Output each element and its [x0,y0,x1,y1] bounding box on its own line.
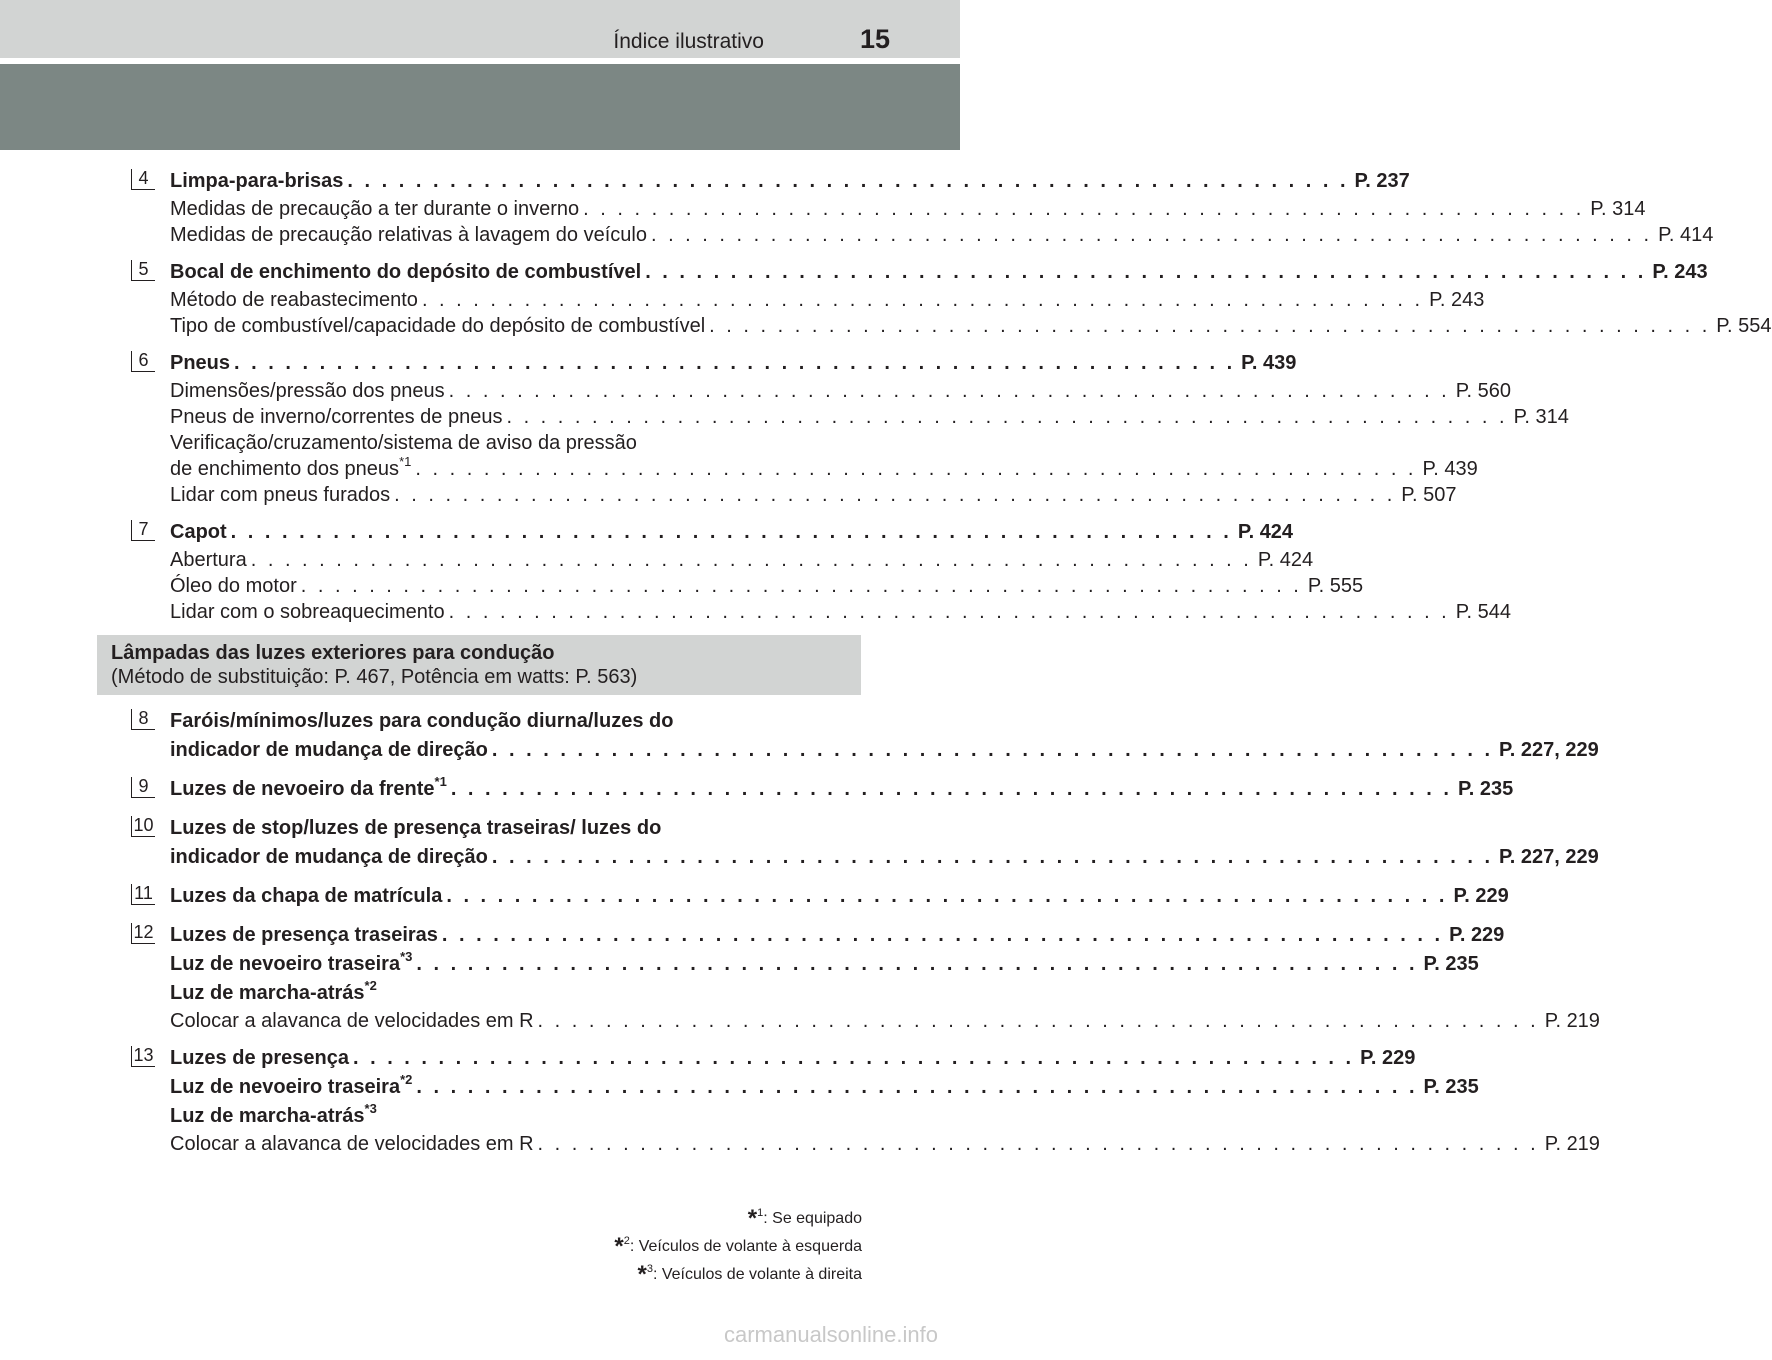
entry-label: indicador de mudança de direção [170,843,492,872]
entry-label: Luz de marcha-atrás$^{*3}$ [170,1102,381,1131]
item-number-badge: 4 [131,169,155,190]
lamps-section-subtitle: (Método de substituição: P. 467, Potência em watts: P. 563) [111,666,638,688]
index-entry [170,1102,824,1131]
watermark: carmanualsonline.info [723,1322,938,1347]
footnote-marker: *3 [400,949,413,964]
dot-leader: . . . . . . . . . . . . . . . . . . . . . . . . . . . . . . . . . . . . . . . . . . . . . . . . . . . . . . . . . . . [645,261,1647,283]
entry-label: Luz de nevoeiro traseira$^{*2}$ [170,1073,416,1102]
index-entry [170,222,1714,248]
item-number-badge: 11 [131,884,155,905]
item-number-badge: 7 [131,520,155,541]
index-entry [170,1131,1600,1157]
page-reference: P. 555 [1302,573,1363,599]
dot-leader: . . . . . . . . . . . . . . . . . . . . . . . . . . . . . . . . . . . . . . . . . . . . . . . . . . . . . . . . . . . [448,380,1450,402]
page-reference: P. 243 [1423,287,1484,313]
footnote-1: *$^1$: Se equipado [747,1205,862,1232]
entry-label: Medidas de precaução a ter durante o inverno [170,196,583,222]
page-reference: P. 424 [1252,547,1313,573]
entry-label: Luzes da chapa de matrícula [170,882,446,911]
page-reference: P. 219 [1539,1008,1600,1034]
index-entry [170,707,824,736]
entry-label: Luz de nevoeiro traseira$^{*3}$ [170,950,416,979]
entry-label: Luzes de stop/luzes de presença traseiras/ luzes do [170,814,665,843]
index-entry [170,196,1646,222]
page-reference: P. 235 [1418,1073,1479,1102]
entry-label: Pneus de inverno/correntes de pneus [170,404,506,430]
entry-label: Luzes de presença traseiras [170,921,442,950]
dot-leader: . . . . . . . . . . . . . . . . . . . . . . . . . . . . . . . . . . . . . . . . . . . . . . . . . . . . . . . . . . . [347,170,1349,192]
item-number-badge: 6 [131,351,155,372]
page-reference: P. 235 [1452,775,1513,804]
footnote-marker: *3 [364,1101,377,1116]
entry-label: Luz de marcha-atrás$^{*2}$ [170,979,381,1008]
index-entry [170,430,824,456]
dot-leader: . . . . . . . . . . . . . . . . . . . . . . . . . . . . . . . . . . . . . . . . . . . . . . . . . . . . . . . . . . . [230,521,1232,543]
index-groups-bottom [0,707,1600,1157]
index-entry [170,378,1511,404]
entry-label: Lidar com o sobreaquecimento [170,599,449,625]
entry-label: Colocar a alavanca de velocidades em R [170,1008,538,1034]
dot-leader: . . . . . . . . . . . . . . . . . . . . . . . . . . . . . . . . . . . . . . . . . . . . . . . . . . . . . . . . . . . [506,406,1508,428]
index-entry [170,814,824,843]
entry-label: Abertura [170,547,251,573]
index-entry [170,573,1364,599]
page-reference: P. 229 [1443,921,1504,950]
index-group [0,921,1600,1034]
index-entry [170,1072,1479,1102]
dot-leader: . . . . . . . . . . . . . . . . . . . . . . . . . . . . . . . . . . . . . . . . . . . . . . . . . . . . . . . . . . . [491,846,1494,868]
dot-leader: . . . . . . . . . . . . . . . . . . . . . . . . . . . . . . . . . . . . . . . . . . . . . . . . . . . . . . . . . . . [300,575,1302,597]
index-entry [170,979,824,1008]
dot-leader: . . . . . . . . . . . . . . . . . . . . . . . . . . . . . . . . . . . . . . . . . . . . . . . . . . . . . . . . . . . [250,549,1252,571]
footnote-marker: *1 [399,454,412,469]
dot-leader: . . . . . . . . . . . . . . . . . . . . . . . . . . . . . . . . . . . . . . . . . . . . . . . . . . . . . . . . . . . [537,1010,1539,1032]
dot-leader: . . . . . . . . . . . . . . . . . . . . . . . . . . . . . . . . . . . . . . . . . . . . . . . . . . . . . . . . . . . [234,352,1236,374]
item-number-badge: 13 [131,1046,155,1067]
header-band [0,64,960,150]
entry-label: Faróis/mínimos/luzes para condução diurna/luzes do [170,707,677,736]
index-group [0,349,1569,508]
index-entry [170,736,1599,765]
index-entry [170,167,1410,196]
item-number-badge: 12 [131,923,155,944]
index-entry [170,404,1569,430]
entry-label: Tipo de combustível/capacidade do depósito de combustível [170,313,709,339]
index-entry [170,1008,1600,1034]
page-reference: P. 560 [1450,378,1511,404]
index-entry [170,882,1509,911]
index-entry [170,349,1297,378]
lamps-section-box [97,635,861,695]
dot-leader: . . . . . . . . . . . . . . . . . . . . . . . . . . . . . . . . . . . . . . . . . . . . . . . . . . . . . . . . . . . [416,1076,1418,1098]
page-reference: P. 554 [1710,313,1771,339]
dot-leader: . . . . . . . . . . . . . . . . . . . . . . . . . . . . . . . . . . . . . . . . . . . . . . . . . . . . . . . . . . . [448,601,1450,623]
entry-label: Capot [170,518,231,547]
page-reference: P. 237 [1349,167,1410,196]
page-reference: P. 507 [1395,482,1456,508]
index-entry [170,774,1514,804]
page-reference: P. 414 [1652,222,1713,248]
footnote-2: *$^2$: Veículos de volante à esquerda [614,1233,862,1260]
index-entry [170,1044,1416,1073]
page-reference: P. 314 [1508,404,1569,430]
item-number-badge: 8 [131,709,155,730]
page-reference: P. 227, 229 [1493,843,1599,872]
entry-label: Limpa-para-brisas [170,167,347,196]
index-entry [170,921,1505,950]
dot-leader: . . . . . . . . . . . . . . . . . . . . . . . . . . . . . . . . . . . . . . . . . . . . . . . . . . . . . . . . . . . [441,924,1444,946]
dot-leader: . . . . . . . . . . . . . . . . . . . . . . . . . . . . . . . . . . . . . . . . . . . . . . . . . . . . . . . . . . . [415,458,1417,480]
page-reference: P. 235 [1418,950,1479,979]
index-entry [170,454,1478,482]
lamps-section-title: Lâmpadas das luzes exteriores para condução [111,642,555,664]
index-group [0,258,1772,339]
dot-leader: . . . . . . . . . . . . . . . . . . . . . . . . . . . . . . . . . . . . . . . . . . . . . . . . . . . . . . . . . . . [446,885,1448,907]
dot-leader: . . . . . . . . . . . . . . . . . . . . . . . . . . . . . . . . . . . . . . . . . . . . . . . . . . . . . . . . . . . [537,1133,1539,1155]
entry-label: indicador de mudança de direção [170,736,492,765]
entry-label: Colocar a alavanca de velocidades em R [170,1131,538,1157]
footnote-3: *$^3$: Veículos de volante à direita [637,1261,862,1288]
dot-leader: . . . . . . . . . . . . . . . . . . . . . . . . . . . . . . . . . . . . . . . . . . . . . . . . . . . . . . . . . . . [650,224,1653,246]
index-entry [170,482,1457,508]
dot-leader: . . . . . . . . . . . . . . . . . . . . . . . . . . . . . . . . . . . . . . . . . . . . . . . . . . . . . . . . . . . [394,484,1396,506]
page-reference: P. 243 [1646,258,1707,287]
index-groups-top [0,167,1772,625]
dot-leader: . . . . . . . . . . . . . . . . . . . . . . . . . . . . . . . . . . . . . . . . . . . . . . . . . . . . . . . . . . . [416,953,1418,975]
entry-label: Método de reabastecimento [170,287,422,313]
dot-leader: . . . . . . . . . . . . . . . . . . . . . . . . . . . . . . . . . . . . . . . . . . . . . . . . . . . . . . . . . . . [491,739,1494,761]
dot-leader: . . . . . . . . . . . . . . . . . . . . . . . . . . . . . . . . . . . . . . . . . . . . . . . . . . . . . . . . . . . [709,315,1711,337]
dot-leader: . . . . . . . . . . . . . . . . . . . . . . . . . . . . . . . . . . . . . . . . . . . . . . . . . . . . . . . . . . . [352,1047,1355,1069]
page-number: 15 [859,24,890,54]
index-group [0,167,1714,248]
index-group [0,814,1599,872]
entry-label: Dimensões/pressão dos pneus [170,378,449,404]
entry-label: Luzes de nevoeiro da frente$^{*1}$ [170,775,451,804]
page-reference: P. 439 [1235,349,1296,378]
index-entry [170,313,1772,339]
footnotes [614,1202,862,1286]
footnote-marker: *2 [364,978,377,993]
entry-label: Óleo do motor [170,573,301,599]
page-reference: P. 229 [1354,1044,1415,1073]
entry-label: de enchimento dos pneus$^{*1}$ [170,456,415,482]
index-entry [170,547,1314,573]
dot-leader: . . . . . . . . . . . . . . . . . . . . . . . . . . . . . . . . . . . . . . . . . . . . . . . . . . . . . . . . . . . [450,778,1452,800]
dot-leader: . . . . . . . . . . . . . . . . . . . . . . . . . . . . . . . . . . . . . . . . . . . . . . . . . . . . . . . . . . . [421,289,1424,311]
index-group [0,774,1514,804]
index-content [0,167,1772,1167]
page-reference: P. 229 [1447,882,1508,911]
entry-label: Pneus [170,349,234,378]
page-reference: P. 424 [1232,518,1293,547]
index-entry [170,518,1294,547]
index-group [0,1044,1600,1157]
entry-label: Luzes de presença [170,1044,353,1073]
page-reference: P. 219 [1539,1131,1600,1157]
index-group [0,518,1511,625]
footnote-marker: *2 [400,1072,413,1087]
page-reference: P. 544 [1450,599,1511,625]
index-group [0,882,1509,911]
item-number-badge: 10 [131,816,155,837]
item-number-badge: 9 [131,777,155,798]
index-entry [170,843,1599,872]
page-header [0,0,960,58]
dot-leader: . . . . . . . . . . . . . . . . . . . . . . . . . . . . . . . . . . . . . . . . . . . . . . . . . . . . . . . . . . . [583,198,1585,220]
index-group [0,707,1599,765]
index-entry [170,287,1485,313]
index-entry [170,949,1479,979]
footnote-marker: *1 [434,774,447,789]
entry-label: Bocal de enchimento do depósito de combustível [170,258,645,287]
section-title: Índice ilustrativo [613,30,764,53]
page-reference: P. 314 [1584,196,1645,222]
page-reference: P. 227, 229 [1493,736,1599,765]
entry-label: Verificação/cruzamento/sistema de aviso da pressão [170,430,641,456]
entry-label: Lidar com pneus furados [170,482,394,508]
entry-label: Medidas de precaução relativas à lavagem do veículo [170,222,651,248]
item-number-badge: 5 [131,260,155,281]
index-entry [170,258,1708,287]
index-entry [170,599,1511,625]
page-reference: P. 439 [1417,456,1478,482]
